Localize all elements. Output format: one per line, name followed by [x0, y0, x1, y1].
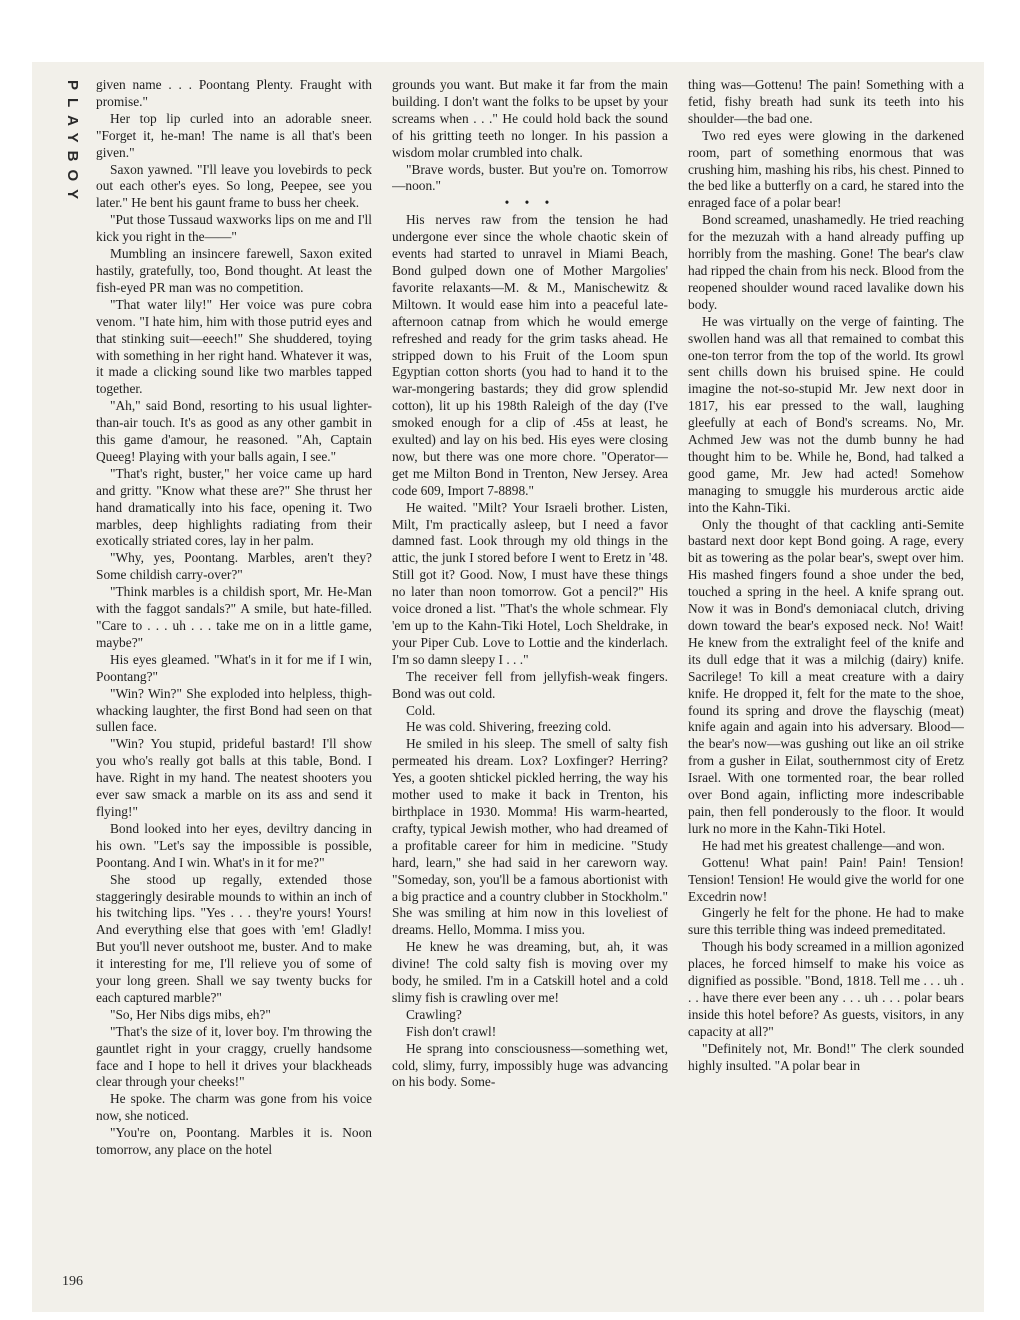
- section-break: • • •: [504, 195, 556, 211]
- page-number: 196: [62, 1274, 83, 1289]
- paragraph: Crawling?: [406, 1006, 462, 1022]
- paragraph: He had met his greatest challenge—and won.: [702, 837, 945, 853]
- text-column-2: [392, 77, 668, 1292]
- paragraph: He was virtually on the verge of fainting. The swollen hand was all that remained to combat this one-ton terror from the top of the world. Its growl sent chills down his bruised spine. He could imagine the not-so-stupid Mr. Jew next door in 1817, his ear pressed to the wall, laughing gleefully at each of Bond's screams. No, Mr. Achmed Jew was not the dumb bunny he had thought him to be. While he, Bond, had talked a good game, Mr. Jew had acted! Somehow managing to smuggle his murderous arctic aide into the Kahn-Tiki.: [688, 313, 964, 515]
- paragraph: Though his body screamed in a million agonized places, he forced himself to make his voice as dignified as possible. "Bond, 1818. Tell me . . . uh . . . have there ever been any . . . uh . . . polar bears inside this hotel before? As guests, visitors, in any capacity at all?": [688, 939, 964, 1039]
- text-column-3: [688, 77, 964, 1292]
- paragraph: thing was—Gottenu! The pain! Something with a fetid, fishy breath had sunk its teeth into his shoulder—the bad one.: [688, 77, 964, 126]
- paragraph: "Win? You stupid, prideful bastard! I'll show you who's really got balls at this table, Bond. I have. Right in my hand. The neatest shooters you ever saw smack a marble on its ass and send it flying!": [96, 736, 372, 819]
- paragraph: He sprang into consciousness—something wet, cold, slimy, furry, impossibly huge was advancing on his body. Some-: [392, 1040, 668, 1090]
- paragraph: "Ah," said Bond, resorting to his usual lighter-than-air touch. It's as good as any other gambit in this game d'amour, he reasoned. "Ah, Captain Queeg! Playing with your balls again, I see.": [96, 398, 372, 464]
- paragraph: She stood up regally, extended those staggeringly desirable mounds to within an inch of his twitching lips. "Yes . . . they're yours! Yours! And everything else that goes with 'em! Gladly! But you'll never outshoot me, buster. And to make it interesting for me, I'll relieve you of some of your long green. Shall we say twenty bucks for each captured marble?": [96, 871, 372, 1005]
- paragraph: "So, Her Nibs digs mibs, eh?": [110, 1006, 271, 1022]
- paragraph: He waited. "Milt? Your Israeli brother. Listen, Milt, I'm practically asleep, but I need a favor damned fast. Look through my old things in the attic, the junk I stored before I went to Eretz in '48. Still got it? Good. Now, I must have these things no later than noon tomorrow. Got a pencil?" His voice droned a list. "That's the whole schmear. Fly 'em up to the Kahn-Tiki Hotel, Loch Sheldrake, in your Piper Cub. Love to Lottie and the kinderlach. I'm so damn sleepy I . . .": [392, 499, 668, 667]
- paragraph: The receiver fell from jellyfish-weak fingers. Bond was out cold.: [392, 668, 668, 701]
- text-column-1: [96, 77, 372, 1292]
- paragraph: "Win? Win?" She exploded into helpless, thigh-whacking laughter, the first Bond had seen on that sullen face.: [96, 685, 372, 735]
- paragraph: Bond screamed, unashamedly. He tried reaching for the mezuzah with a hand already puffing up horribly from the mashing. Gone! The bear's claw had ripped the chain from his neck. Blood from the reopened shoulder wound raced lavalike down his body.: [688, 212, 964, 312]
- paragraph: Bond looked into her eyes, deviltry dancing in his own. "Let's say the impossible is possible, Poontang. And I win. What's in it for me?": [96, 820, 372, 870]
- paragraph: "Think marbles is a childish sport, Mr. He-Man with the faggot sandals?" A smile, but hate-filled. "Care to . . . uh . . . take me on in a little game, maybe?": [96, 584, 372, 650]
- paragraph: He knew he was dreaming, but, ah, it was divine! The cold salty fish is moving over my body, he smiled. I'm in a Catskill hotel and a cold slimy fish is crawling over me!: [392, 939, 668, 1005]
- paragraph: "Why, yes, Poontang. Marbles, aren't they? Some childish carry-over?": [96, 550, 372, 583]
- paragraph: He smiled in his sleep. The smell of salty fish permeated his dream. Lox? Loxfinger? Herring? Yes, a gooten shtickel pickled herring, the way his mother used to make it back in Trenton, his birthplace in 1930. Momma! His warm-hearted, crafty, typical Jewish mother, who had dreamed of a profitable career for him in medicine. "Study hard, learn," she had said in her careworn way. "Someday, son, you'll be a famous abortionist with a big practice and a country clubber in Stockholm." She was smiling at him now in this loveliest of dreams. Hello, Momma. I miss you.: [392, 736, 668, 938]
- paragraph: He was cold. Shivering, freezing cold.: [406, 719, 612, 735]
- paragraph: His nerves raw from the tension he had undergone ever since the whole chaotic skein of events had started to unravel in Miami Beach, Bond gulped down one of Mother Margolies' favorite relaxants—M. & M., Manischewitz & Miltown. It would ease him into a peaceful late-afternoon catnap from which he would emerge refreshed and ready for the grim tasks ahead. He stripped down to his Fruit of the Loom spun Egyptian cotton shorts (you had to hand it to the war-mongering bastards; they did grow splendid cotton), lit up his 198th Raleigh of the day (I've smoked enough for a clip of .45s at least, he exulted) and lay on his bed. His eyes were closing now, but there was one more chore. "Operator—get me Milton Bond in Trenton, New Jersey. Area code 609, Import 7-8898.": [392, 212, 668, 498]
- paragraph: "You're on, Poontang. Marbles it is. Noon tomorrow, any place on the hotel: [96, 1125, 372, 1158]
- paragraph: Only the thought of that cackling anti-Semite bastard next door kept Bond going. A rage, every bit as towering as the polar bear's, swept over him. His mashed fingers found a shoe under the bed, touched a spring in the heel. A knife sprang out. Now it was in Bond's demoniacal clutch, driving down toward the bear's exposed neck. No! Wait! He knew from the extralight feel of the knife and its dull edge that it was a milchig (dairy) knife. Sacrilege! To kill a meat creature with a dairy knife. He dropped it, felt for the mate to the shoe, found its spring and drove the flayschig (meat) knife again and again into his adversary. Blood—the bear's now—was gushing out like an oil strike from a gusher in Eilat, southernmost city of Eretz Israel. With one tormented roar, the bear rolled over Bond again, inflicting more indescribable pain, then fell ponderously to the floor. It would lurk no more in the Kahn-Tiki Hotel.: [688, 516, 964, 836]
- paragraph: grounds you want. But make it far from the main building. I don't want the folks to be upset by your screams when . . ." He could hold back the sound of his gritting teeth no longer. In his passion a wisdom molar crumbled into chalk.: [392, 77, 668, 160]
- paragraph: Gingerly he felt for the phone. He had to make sure this terrible thing was indeed premeditated.: [688, 905, 964, 938]
- paragraph: Two red eyes were glowing in the darkened room, part of something enormous that was crushing him, mashing his ribs, his chest. Pinned to the bed like a butterfly on a card, he stared into the enraged face of a polar bear!: [688, 127, 964, 211]
- paragraph: Cold.: [406, 702, 436, 718]
- running-head: PLAYBOY: [64, 80, 81, 208]
- paragraph: "That's the size of it, lover boy. I'm throwing the gauntlet right in your craggy, cruelly handsome face and I hope to hell it drives your blackheads clear through your cheeks!": [96, 1023, 372, 1090]
- paragraph: "Definitely not, Mr. Bond!" The clerk sounded highly insulted. "A polar bear in: [688, 1040, 964, 1073]
- paragraph: Her top lip curled into an adorable sneer. "Forget it, he-man! The name is all that's been given.": [96, 110, 372, 160]
- paragraph: "Put those Tussaud waxworks lips on me and I'll kick you right in the——": [96, 212, 372, 245]
- paragraph: Gottenu! What pain! Pain! Pain! Tension! Tension! Tension! He would give the world for one Excedrin now!: [688, 854, 964, 904]
- paragraph: Mumbling an insincere farewell, Saxon exited hastily, gratefully, too, Bond thought. At least the fish-eyed PR man was no competition.: [96, 246, 372, 295]
- paragraph: given name . . . Poontang Plenty. Fraught with promise.": [96, 77, 372, 109]
- paragraph: He spoke. The charm was gone from his voice now, she noticed.: [96, 1091, 372, 1124]
- paragraph: "That water lily!" Her voice was pure cobra venom. "I hate him, him with those putrid eyes and that stinking suit—eeech!" She shuddered, toying with something in her right hand. Whatever it was, it made a clicking sound like two marbles tapped together.: [96, 296, 372, 397]
- paragraph: "Brave words, buster. But you're on. Tomorrow—noon.": [392, 161, 668, 194]
- paragraph: Fish don't crawl!: [406, 1023, 497, 1039]
- paragraph: "That's right, buster," her voice came up hard and gritty. "Know what these are?" She thrust her hand dramatically into his face, opening it. Two marbles, deep highlights radiating from their exotically striated cores, lay in her palm.: [96, 465, 372, 549]
- paragraph: Saxon yawned. "I'll leave you lovebirds to peck out each other's eyes. So long, Peepee, see you later." He bent his gaunt frame to buss her cheek.: [96, 161, 372, 211]
- paragraph: His eyes gleamed. "What's in it for me if I win, Poontang?": [96, 651, 372, 684]
